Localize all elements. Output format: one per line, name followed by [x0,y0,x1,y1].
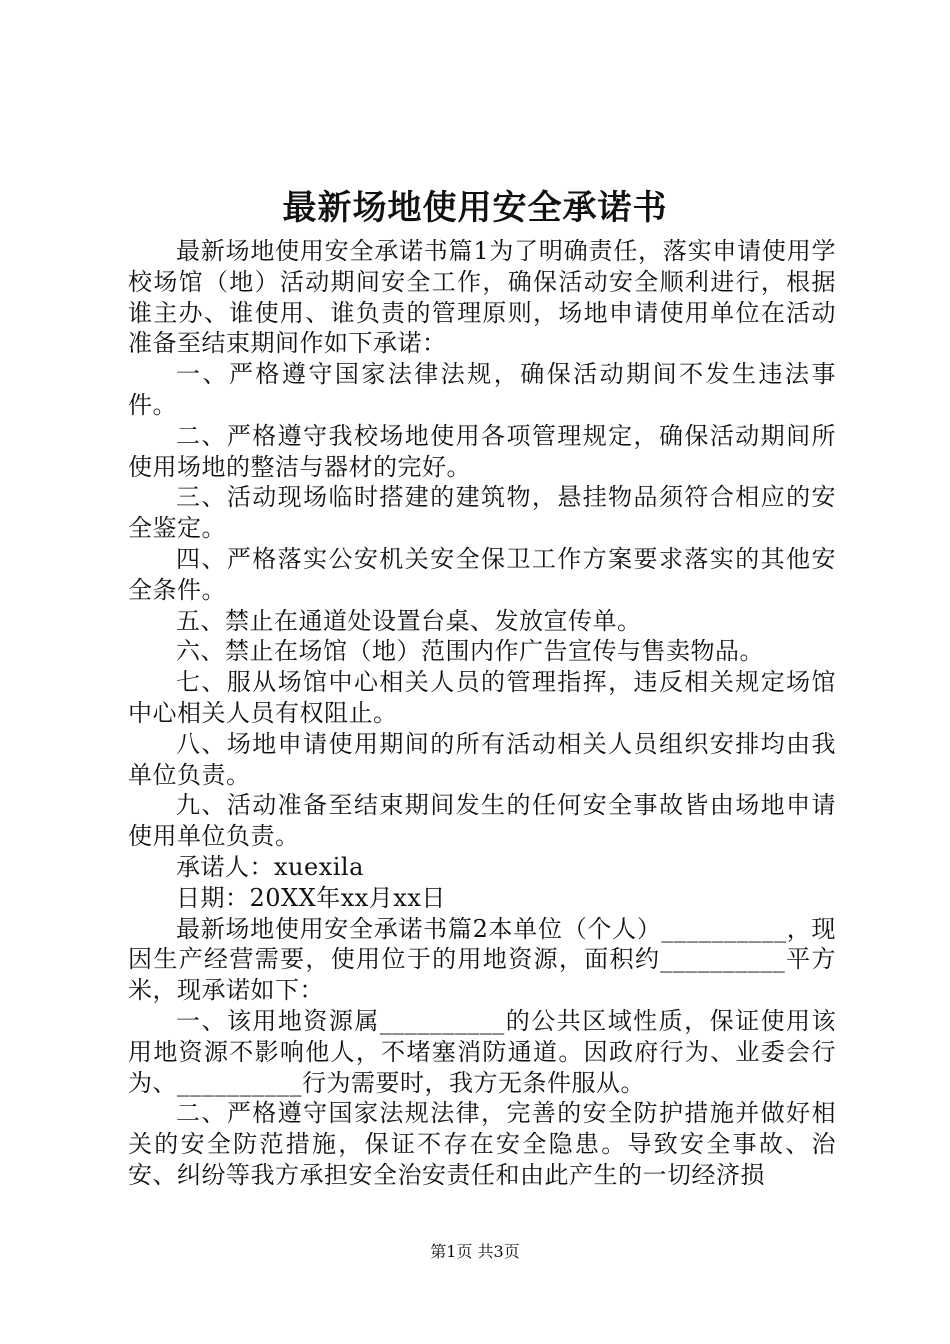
date-line: 日期：20XX年xx月xx日 [176,883,446,912]
paragraph-item-4: 四、严格落实公安机关安全保卫工作方案要求落实的其他安全条件。 [128,544,836,604]
paragraph-item-1: 一、严格遵守国家法律法规，确保活动期间不发生违法事件。 [128,360,836,419]
paragraph-item-2: 二、严格遵守我校场地使用各项管理规定，确保活动期间所使用场地的整洁与器材的完好。 [128,421,836,481]
paragraph-item-2-2: 二、严格遵守国家法规法律，完善的安全防护措施并做好相关的安全防范措施，保证不存在安全隐患。导致安全事故、治安、纠纷等我方承担安全治安责任和由此产生的一切经济损 [128,1099,836,1189]
paragraph-item-5: 五、禁止在通道处设置台桌、发放宣传单。 [176,606,642,635]
document-title: 最新场地使用安全承诺书 [282,188,668,228]
paragraph-item-9: 九、活动准备至结束期间发生的任何安全事故皆由场地申请使用单位负责。 [128,791,836,851]
paragraph-item-7: 七、服从场馆中心相关人员的管理指挥，违反相关规定场馆中心相关人员有权阻止。 [128,668,836,727]
page-footer: 第1页 共3页 [430,1242,520,1261]
promisor-line: 承诺人：xuexila [176,852,364,881]
document-body [128,236,836,1191]
paragraph-intro-1: 最新场地使用安全承诺书篇1为了明确责任，落实申请使用学校场馆（地）活动期间安全工作，确保活动安全顺利进行，根据谁主办、谁使用、谁负责的管理原则，场地申请使用单位在活动准备至结束期间作如下承诺： [128,237,836,358]
paragraph-item-8: 八、场地申请使用期间的所有活动相关人员组织安排均由我单位负责。 [128,729,836,789]
paragraph-item-3: 三、活动现场临时搭建的建筑物，悬挂物品须符合相应的安全鉴定。 [128,483,836,543]
paragraph-item-2-1: 一、该用地资源属__________的公共区域性质，保证使用该用地资源不影响他人，不堵塞消防通道。因政府行为、业委会行为、__________行为需要时，我方无条件服从。 [128,1006,836,1097]
paragraph-item-6: 六、禁止在场馆（地）范围内作广告宣传与售卖物品。 [176,637,764,666]
paragraph-intro-2: 最新场地使用安全承诺书篇2本单位（个人）__________，现因生产经营需要，使用位于的用地资源，面积约__________平方米，现承诺如下： [128,914,836,1005]
